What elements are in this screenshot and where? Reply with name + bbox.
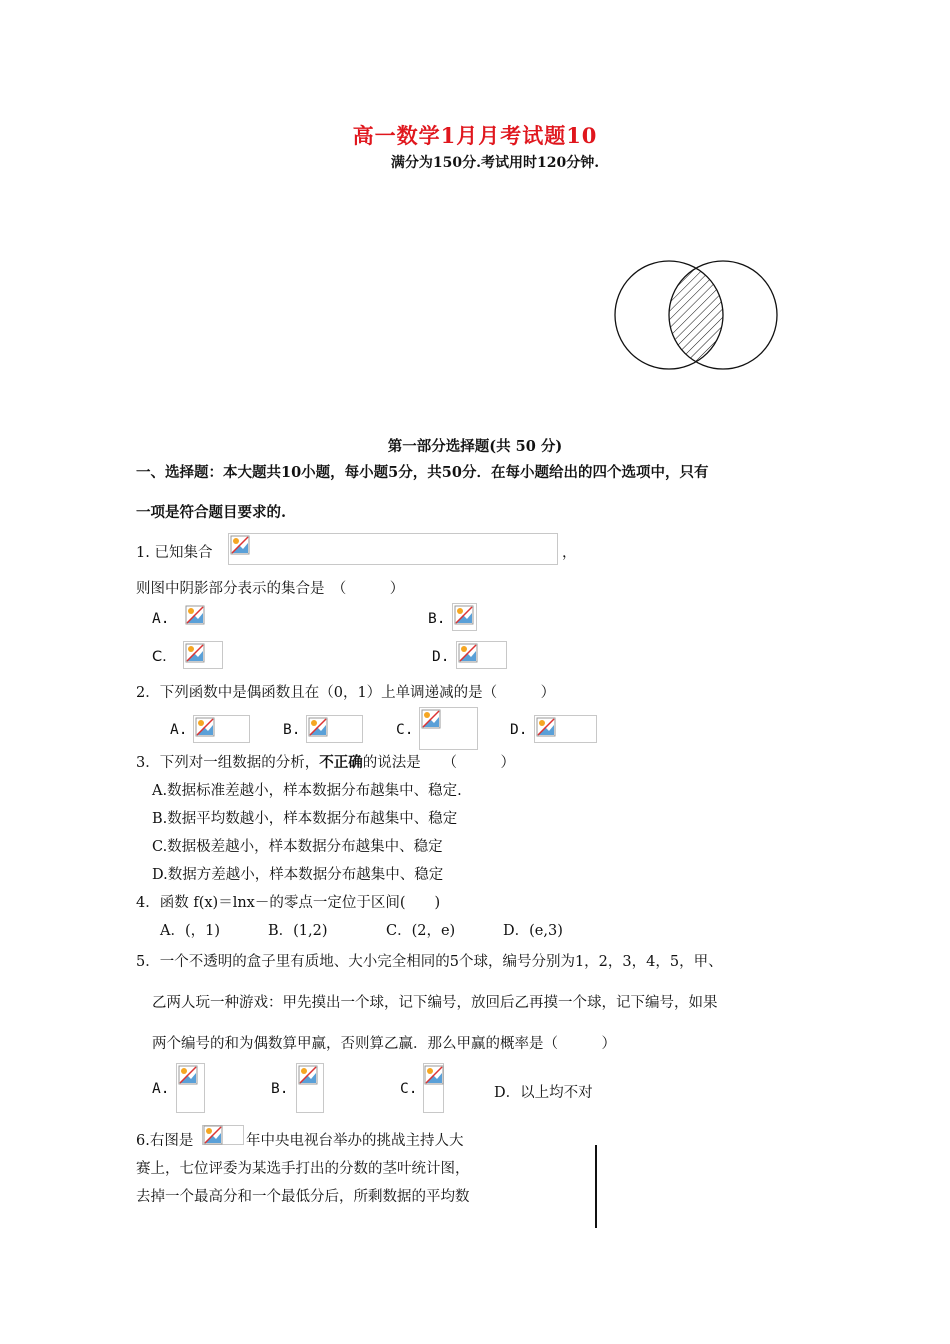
- venn-diagram-icon: [612, 258, 782, 372]
- q3-option-b: B.数据平均数越小，样本数据分布越集中、稳定: [152, 811, 458, 827]
- broken-image-icon: [185, 643, 205, 663]
- broken-image-icon: [203, 1125, 223, 1145]
- q3-stem: [136, 751, 515, 772]
- q6-line-1-pre: 6.右图是: [136, 1133, 194, 1149]
- broken-image-icon: [195, 717, 215, 737]
- q2-option-b-label: B.: [283, 722, 301, 738]
- q5-option-c-label: C.: [400, 1081, 418, 1097]
- broken-image-icon: [298, 1065, 318, 1085]
- q3-option-d: D.数据方差越小，样本数据分布越集中、稳定: [152, 867, 444, 883]
- instructions-line-1: 一、选择题：本大题共10小题，每小题5分，共50分．在每小题给出的四个选项中，只有: [136, 464, 709, 481]
- q1-comma: ，: [562, 545, 577, 561]
- broken-image-icon: [178, 1065, 198, 1085]
- broken-image-icon: [230, 535, 250, 555]
- q4-option-d: D．(e,3): [503, 923, 563, 939]
- q1-option-d-label: D.: [432, 649, 450, 665]
- q1-option-c-label: C.: [152, 649, 167, 665]
- q3-option-a: A.数据标准差越小，样本数据分布越集中、稳定.: [152, 783, 462, 799]
- broken-image-icon: [458, 643, 478, 663]
- q5-option-a-label: A.: [152, 1081, 170, 1097]
- q1-line-2: 则图中阴影部分表示的集合是 （ ）: [136, 581, 405, 597]
- q4-option-b: B．(1,2): [268, 923, 328, 939]
- q2-option-c-label: C.: [396, 722, 414, 738]
- broken-image-icon: [536, 717, 556, 737]
- q2-stem: 2．下列函数中是偶函数且在（0，1）上单调递减的是（ ）: [136, 685, 556, 701]
- q6-line-2: 赛上，七位评委为某选手打出的分数的茎叶统计图，: [136, 1161, 470, 1177]
- q3-stem-emphasis: 不正确: [319, 755, 363, 771]
- q3-stem-pre: 3．下列对一组数据的分析，: [136, 755, 320, 771]
- q6-line-3: 去掉一个最高分和一个最低分后，所剩数据的平均数: [136, 1189, 470, 1205]
- broken-image-icon: [424, 1065, 444, 1085]
- section-heading: 第一部分选择题(共 50 分): [387, 438, 563, 455]
- q1-set-image-placeholder: [228, 533, 558, 565]
- broken-image-icon: [454, 605, 474, 625]
- instructions-line-2: 一项是符合题目要求的.: [136, 504, 287, 521]
- q5-option-d: D．以上均不对: [494, 1085, 593, 1101]
- q1-stem: 1. 已知集合: [136, 545, 213, 561]
- q2-option-d-label: D.: [510, 722, 528, 738]
- stem-leaf-divider: [595, 1145, 597, 1228]
- q2-option-a-label: A.: [170, 722, 188, 738]
- q6-line-1-post: 年中央电视台举办的挑战主持人大: [246, 1133, 464, 1149]
- page-subtitle: 满分为150分.考试用时120分钟.: [390, 155, 600, 171]
- q4-option-c: C．(2，e): [386, 923, 456, 939]
- broken-image-icon: [185, 605, 205, 625]
- q1-option-b-label: B.: [428, 611, 446, 627]
- q4-stem: 4．函数 f(x)＝lnx－的零点一定位于区间( ): [136, 895, 441, 911]
- q5-line-2: 乙两人玩一种游戏：甲先摸出一个球，记下编号，放回后乙再摸一个球，记下编号，如果: [152, 995, 718, 1011]
- q5-option-b-label: B.: [271, 1081, 289, 1097]
- broken-image-icon: [421, 709, 441, 729]
- q5-line-3: 两个编号的和为偶数算甲赢，否则算乙赢．那么甲赢的概率是（ ）: [152, 1036, 616, 1052]
- page-title: 高一数学1月月考试题10: [352, 123, 598, 148]
- q1-option-a-label: A.: [152, 611, 170, 627]
- q5-line-1: 5．一个不透明的盒子里有质地、大小完全相同的5个球，编号分别为1，2，3，4，5，甲、: [136, 954, 723, 970]
- q3-option-c: C.数据极差越小，样本数据分布越集中、稳定: [152, 839, 443, 855]
- q4-option-a: A．(，1): [160, 923, 221, 939]
- broken-image-icon: [308, 717, 328, 737]
- q3-stem-post: 的说法是 （ ）: [362, 755, 515, 771]
